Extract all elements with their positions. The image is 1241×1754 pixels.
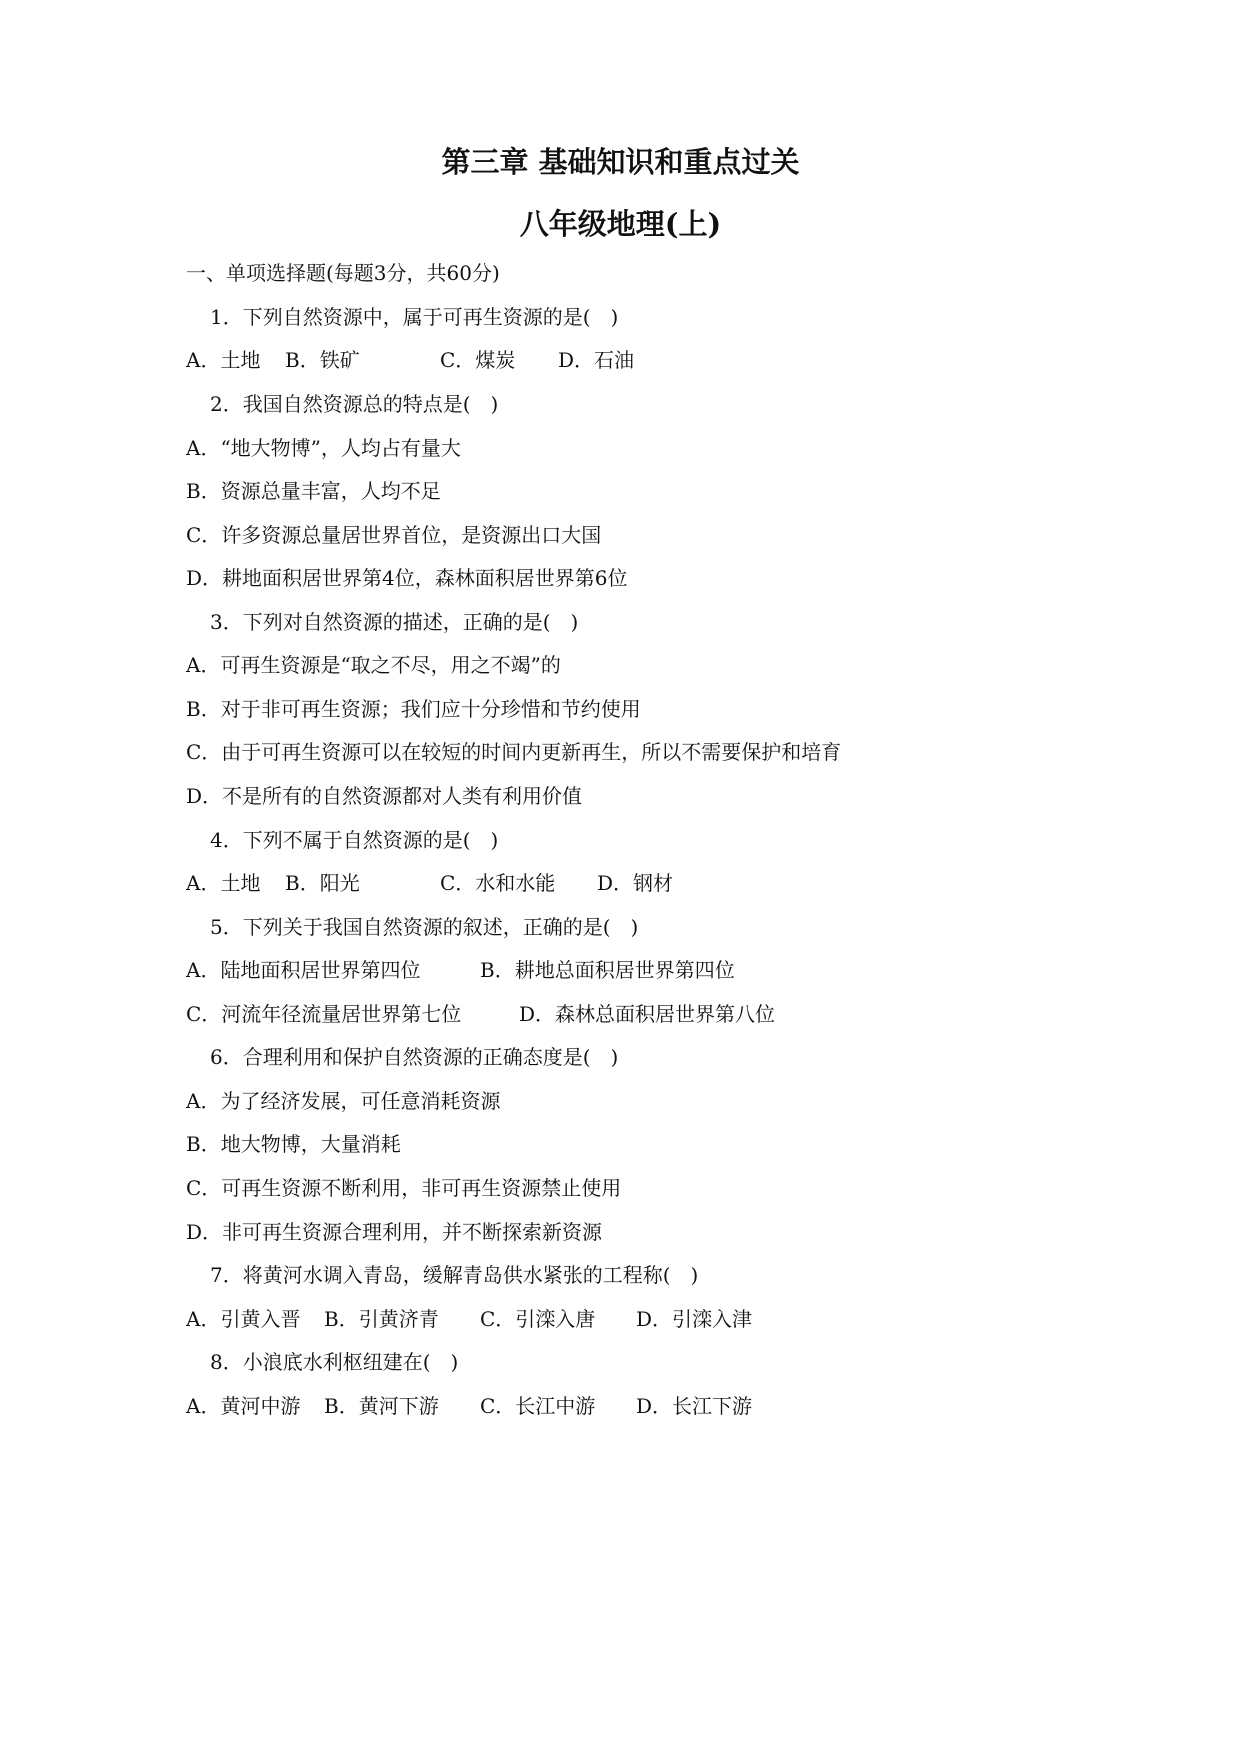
option: D．不是所有的自然资源都对人类有利用价值: [186, 784, 583, 808]
option: A．陆地面积居世界第四位: [186, 958, 421, 982]
option: A．黄河中游: [186, 1394, 301, 1418]
question-stem: 2．我国自然资源总的特点是( ): [210, 392, 499, 416]
option: A．土地: [186, 871, 261, 895]
question-stem: 8．小浪底水利枢纽建在( ): [210, 1350, 459, 1374]
option: C．可再生资源不断利用，非可再生资源禁止使用: [186, 1176, 622, 1200]
question-stem: 1．下列自然资源中，属于可再生资源的是( ): [210, 305, 619, 329]
option: C．长江中游: [480, 1394, 596, 1418]
option: A．“地大物博”，人均占有量大: [186, 436, 461, 460]
option: B．耕地总面积居世界第四位: [480, 958, 735, 982]
option: D．引滦入津: [636, 1307, 753, 1331]
option: B．黄河下游: [324, 1394, 439, 1418]
option: B．对于非可再生资源；我们应十分珍惜和节约使用: [186, 697, 641, 721]
section-heading: 一、单项选择题(每题3分，共60分): [186, 261, 500, 285]
question-stem: 5．下列关于我国自然资源的叙述，正确的是( ): [210, 915, 639, 939]
option: D．耕地面积居世界第4位，森林面积居世界第6位: [186, 566, 628, 590]
option: B．资源总量丰富，人均不足: [186, 479, 441, 503]
option: A．可再生资源是“取之不尽，用之不竭”的: [186, 653, 561, 677]
option: C．许多资源总量居世界首位，是资源出口大国: [186, 523, 602, 547]
question-stem: 4．下列不属于自然资源的是( ): [210, 828, 499, 852]
option: C．水和水能: [440, 871, 556, 895]
option: D．钢材: [597, 871, 674, 895]
page-subtitle: 八年级地理(上): [519, 207, 722, 241]
option: D．森林总面积居世界第八位: [519, 1002, 776, 1026]
option: A．引黄入晋: [186, 1307, 301, 1331]
option: C．引滦入唐: [480, 1307, 596, 1331]
option: D．非可再生资源合理利用，并不断探索新资源: [186, 1220, 603, 1244]
option: B．铁矿: [285, 348, 360, 372]
question-stem: 7．将黄河水调入青岛，缓解青岛供水紧张的工程称( ): [210, 1263, 699, 1287]
option: D．长江下游: [636, 1394, 753, 1418]
option: C．煤炭: [440, 348, 516, 372]
option: A．土地: [186, 348, 261, 372]
option: A．为了经济发展，可任意消耗资源: [186, 1089, 501, 1113]
option: C．由于可再生资源可以在较短的时间内更新再生，所以不需要保护和培育: [186, 740, 842, 764]
option: B．地大物博，大量消耗: [186, 1132, 401, 1156]
option: C．河流年径流量居世界第七位: [186, 1002, 462, 1026]
question-stem: 6．合理利用和保护自然资源的正确态度是( ): [210, 1045, 619, 1069]
option: B．引黄济青: [324, 1307, 439, 1331]
question-stem: 3．下列对自然资源的描述，正确的是( ): [210, 610, 579, 634]
option: D．石油: [558, 348, 635, 372]
page-title: 第三章 基础知识和重点过关: [441, 145, 800, 179]
option: B．阳光: [285, 871, 360, 895]
